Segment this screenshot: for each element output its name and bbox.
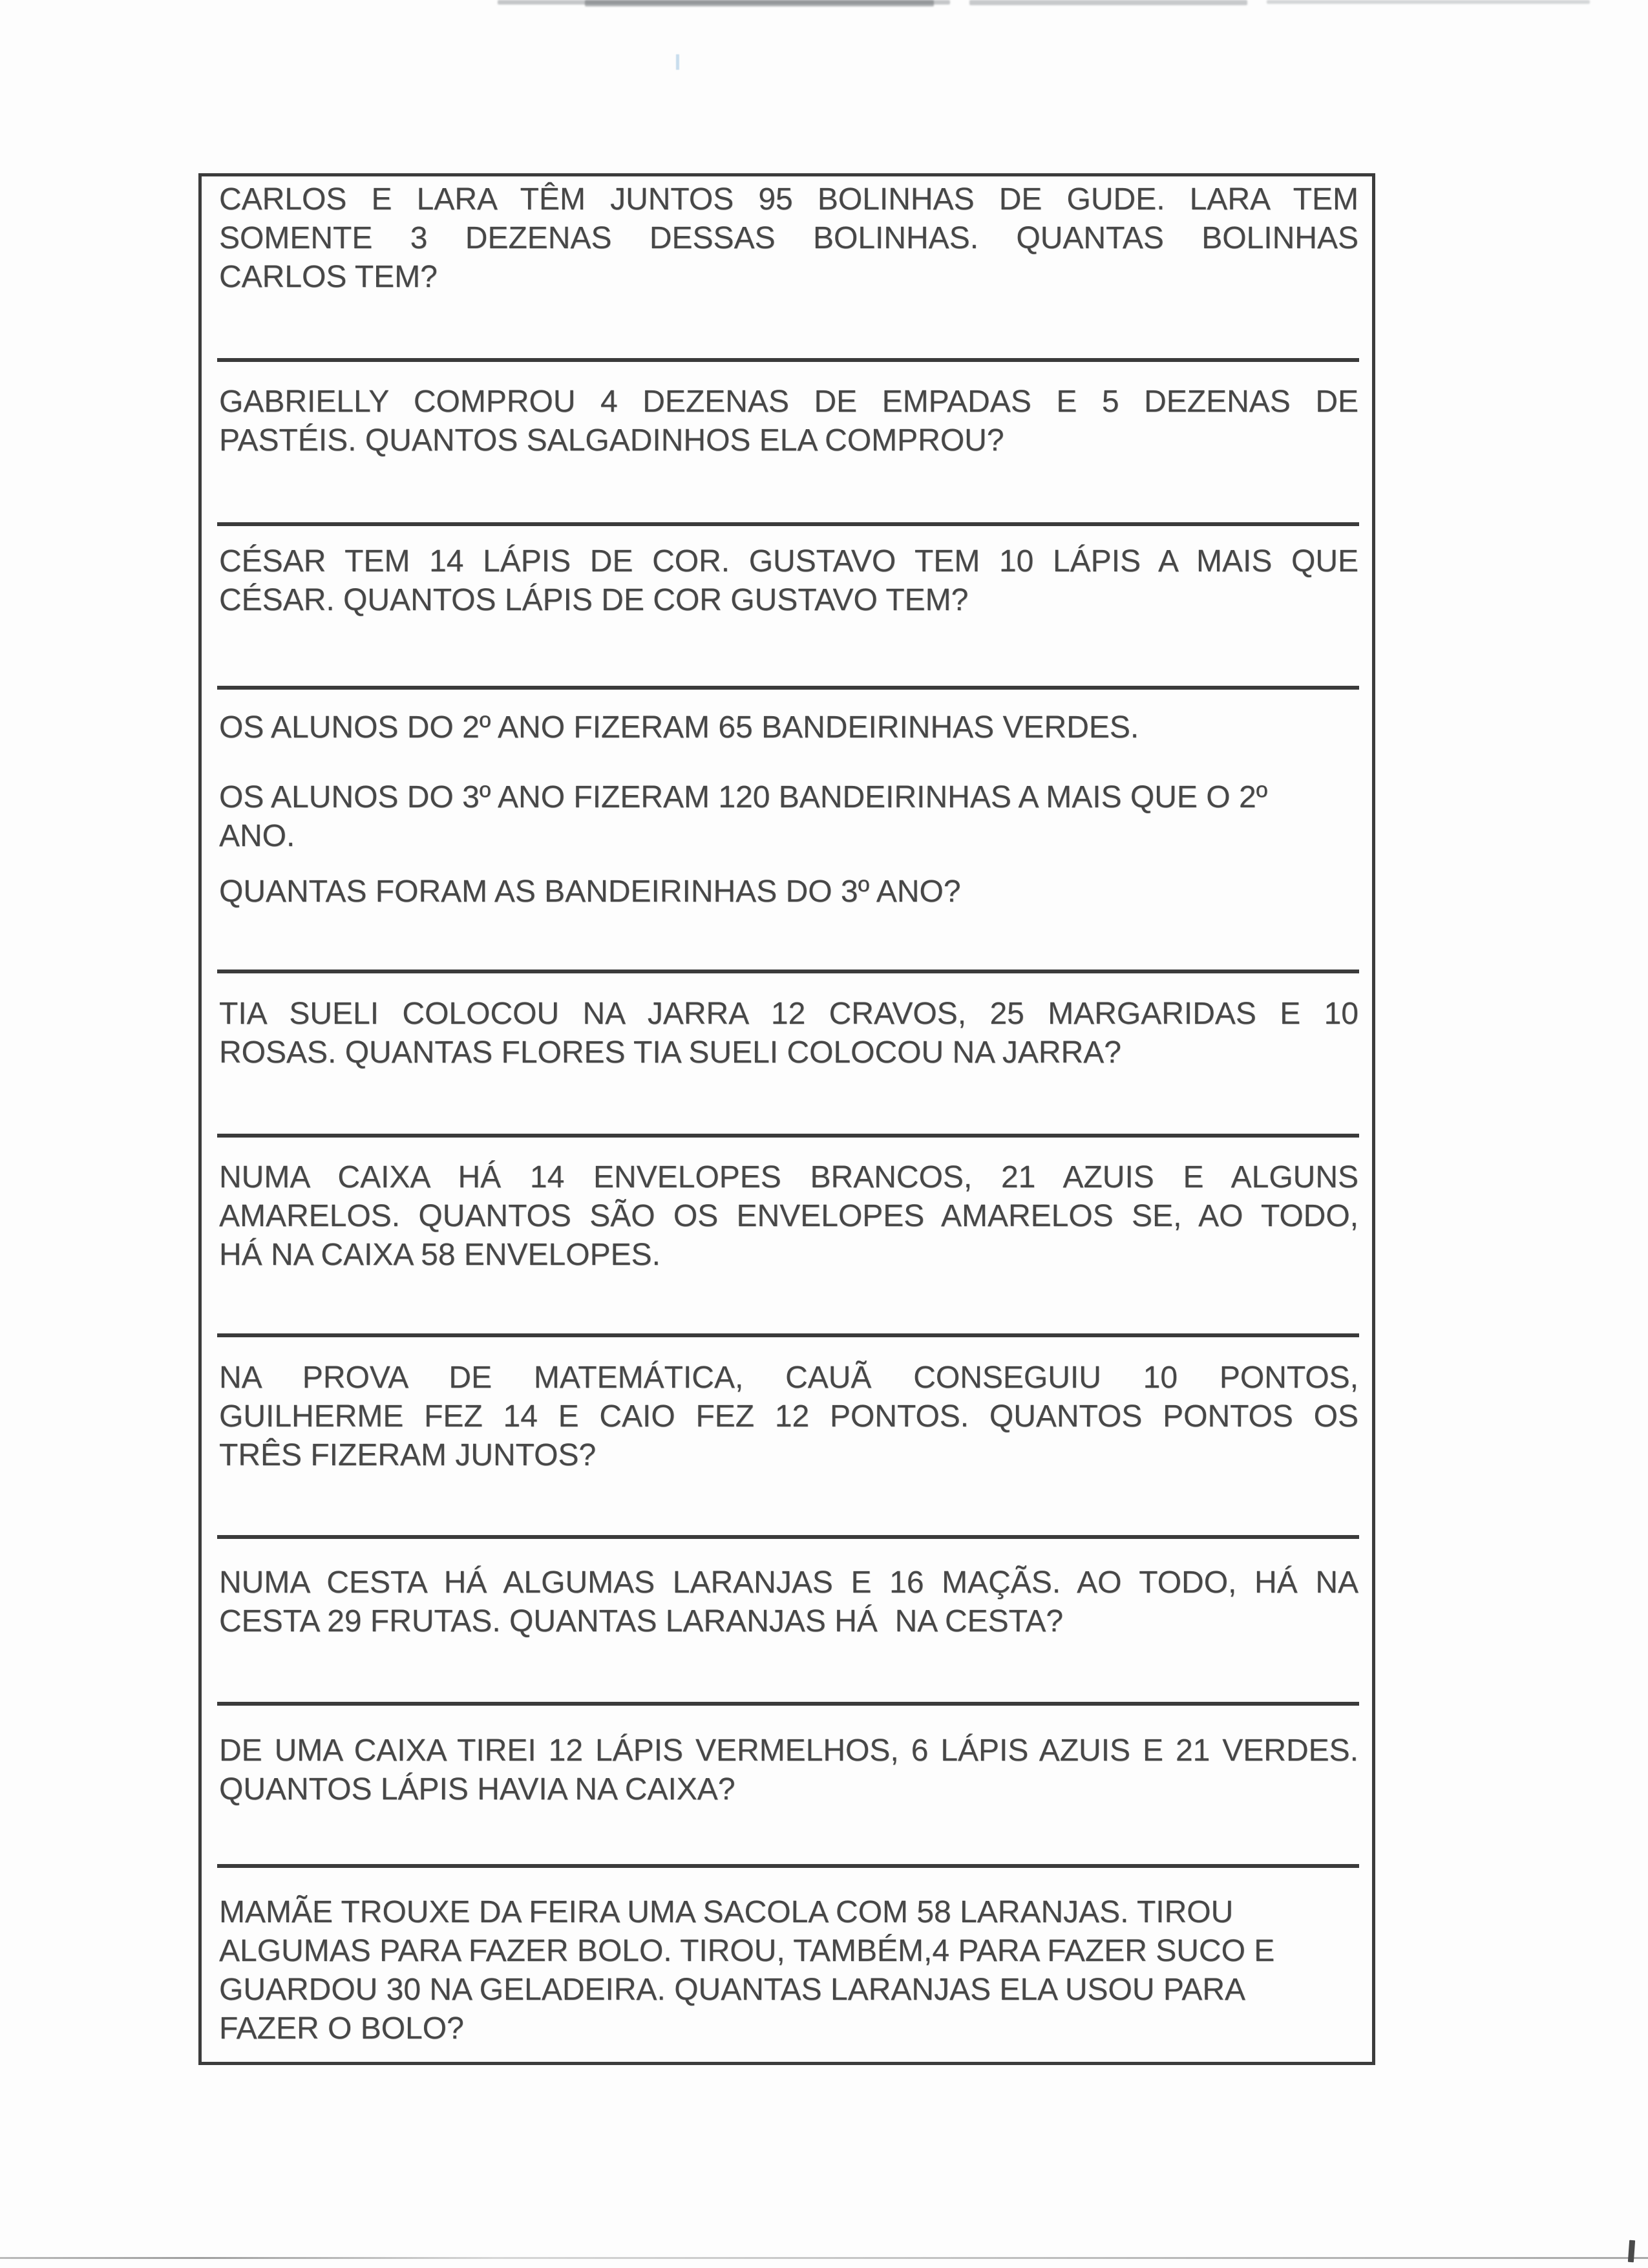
problem-box-frame	[198, 173, 1375, 2065]
problem-text-line: OS ALUNOS DO 3º ANO FIZERAM 120 BANDEIRINHAS A MAIS QUE O 2º	[219, 780, 1268, 814]
problem-8	[205, 1563, 1369, 1641]
scan-smudge	[969, 0, 1247, 5]
problem-text-line: GUARDOU 30 NA GELADEIRA. QUANTAS LARANJAS ELA USOU PARA	[219, 1973, 1246, 2007]
divider-line	[217, 358, 1359, 362]
problem-text-line: ALGUMAS PARA FAZER BOLO. TIROU, TAMBÉM,4 PARA FAZER SUCO E	[219, 1934, 1275, 1968]
problem-text-line: OS ALUNOS DO 2º ANO FIZERAM 65 BANDEIRINHAS VERDES.	[219, 710, 1139, 745]
problem-1	[205, 180, 1369, 297]
problem-text-line: MAMÃE TROUXE DA FEIRA UMA SACOLA COM 58 LARANJAS. TIROU	[219, 1895, 1234, 1929]
problem-text-line: GABRIELLY COMPROU 4 DEZENAS DE EMPADAS E 5 DEZENAS DE	[219, 385, 1358, 419]
problem-7	[205, 1359, 1369, 1475]
scan-smudge	[585, 0, 934, 6]
problem-4	[205, 708, 1369, 911]
problem-2	[205, 383, 1369, 460]
scan-corner-mark	[1628, 2240, 1635, 2263]
problem-text-line: NA PROVA DE MATEMÁTICA, CAUÃ CONSEGUIU 10 PONTOS,	[219, 1361, 1358, 1395]
divider-line	[217, 1702, 1359, 1706]
problem-text-line: CÉSAR TEM 14 LÁPIS DE COR. GUSTAVO TEM 10 LÁPIS A MAIS QUE	[219, 544, 1358, 578]
problem-text-line: TIA SUELI COLOCOU NA JARRA 12 CRAVOS, 25 MARGARIDAS E 10	[219, 997, 1358, 1031]
problem-3	[205, 542, 1369, 620]
problem-text-line: TRÊS FIZERAM JUNTOS?	[219, 1438, 597, 1472]
problem-text-line: AMARELOS. QUANTOS SÃO OS ENVELOPES AMARELOS SE, AO TODO,	[219, 1199, 1358, 1233]
problem-text-line: PASTÉIS. QUANTOS SALGADINHOS ELA COMPROU?	[219, 423, 1004, 458]
scan-smudge	[1267, 0, 1590, 4]
problem-text-line: HÁ NA CAIXA 58 ENVELOPES.	[219, 1238, 660, 1272]
problem-text-line: FAZER O BOLO?	[219, 2011, 464, 2046]
scan-speck	[676, 54, 679, 70]
divider-line	[217, 522, 1359, 526]
problem-text-line: SOMENTE 3 DEZENAS DESSAS BOLINHAS. QUANTAS BOLINHAS	[219, 221, 1358, 255]
problem-text-line: QUANTAS FORAM AS BANDEIRINHAS DO 3º ANO?	[219, 874, 961, 909]
problem-9	[205, 1732, 1369, 1809]
problem-text-line: QUANTOS LÁPIS HAVIA NA CAIXA?	[219, 1772, 735, 1807]
problem-text-line: CARLOS TEM?	[219, 260, 438, 294]
divider-line	[217, 970, 1359, 973]
problem-text-line: NUMA CESTA HÁ ALGUMAS LARANJAS E 16 MAÇÃS. AO TODO, HÁ NA	[219, 1565, 1358, 1600]
problem-text-line: CÉSAR. QUANTOS LÁPIS DE COR GUSTAVO TEM?	[219, 583, 969, 617]
divider-line	[217, 1535, 1359, 1539]
problem-10	[205, 1893, 1369, 2048]
problem-text-line: CARLOS E LARA TÊM JUNTOS 95 BOLINHAS DE GUDE. LARA TEM	[219, 182, 1358, 217]
divider-line	[217, 686, 1359, 690]
problem-6	[205, 1158, 1369, 1275]
problem-text-line: NUMA CAIXA HÁ 14 ENVELOPES BRANCOS, 21 AZUIS E ALGUNS	[219, 1160, 1358, 1194]
problem-text-line: ANO.	[219, 819, 295, 853]
problem-text-line: GUILHERME FEZ 14 E CAIO FEZ 12 PONTOS. QUANTOS PONTOS OS	[219, 1399, 1358, 1434]
divider-line	[217, 1134, 1359, 1138]
divider-line	[217, 1333, 1359, 1337]
scan-bottom-line	[0, 2257, 1648, 2259]
problem-text-line: DE UMA CAIXA TIREI 12 LÁPIS VERMELHOS, 6 LÁPIS AZUIS E 21 VERDES.	[219, 1733, 1358, 1768]
problem-text-line: CESTA 29 FRUTAS. QUANTAS LARANJAS HÁ NA CESTA?	[219, 1604, 1064, 1638]
problem-5	[205, 995, 1369, 1072]
problem-text-line: ROSAS. QUANTAS FLORES TIA SUELI COLOCOU NA JARRA?	[219, 1035, 1121, 1070]
divider-line	[217, 1864, 1359, 1868]
